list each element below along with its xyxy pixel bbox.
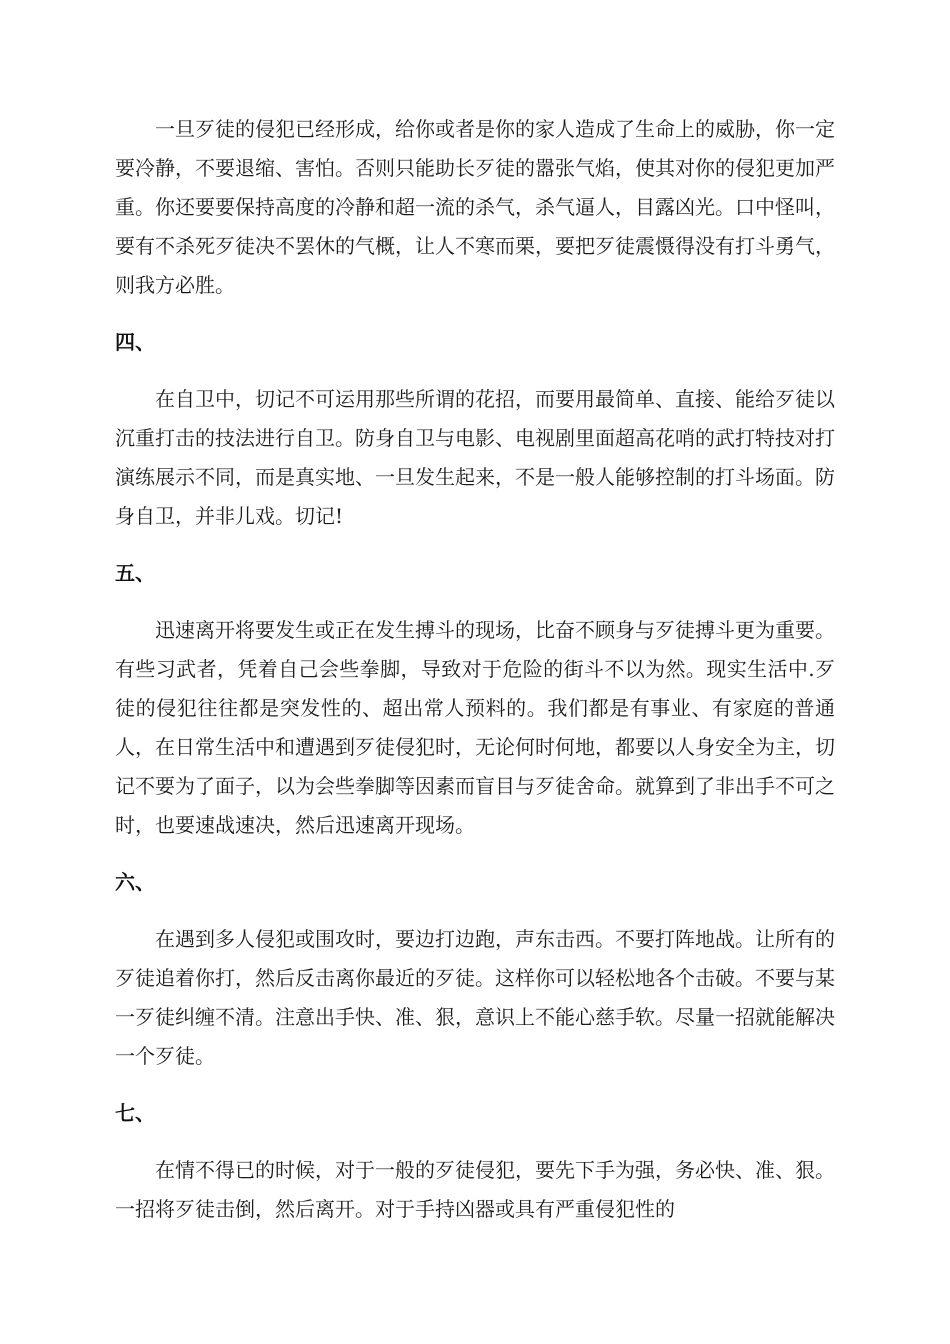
section-7: [115, 1094, 835, 1229]
section-4: [115, 323, 835, 536]
section-paragraph-7: 在情不得已的时候，对于一般的歹徒侵犯，要先下手为强，务必快、准、狠。一招将歹徒击倒，然后离开。对于手持凶器或具有严重侵犯性的: [115, 1158, 835, 1221]
section-heading-6: 六、: [115, 870, 155, 894]
section-5: [115, 554, 835, 845]
section-paragraph-6: 在遇到多人侵犯或围攻时，要边打边跑，声东击西。不要打阵地战。让所有的歹徒追着你打，然后反击离你最近的歹徒。这样你可以轻松地各个击破。不要与某一歹徒纠缠不清。注意出手快、准、狠，意识上不能心慈手软。尽量一招就能解决一个歹徒。: [115, 927, 835, 1068]
section-heading-5: 五、: [115, 561, 155, 585]
document-body: [115, 110, 835, 1247]
paragraph-intro: 一旦歹徒的侵犯已经形成，给你或者是你的家人造成了生命上的威胁，你一定要冷静，不要退缩、害怕。否则只能助长歹徒的嚣张气焰，使其对你的侵犯更加严重。你还要要保持高度的冷静和超一流的杀气，杀气逼人，目露凶光。口中怪叫，要有不杀死歹徒决不罢休的气概，让人不寒而栗，要把歹徒震慑得没有打斗勇气，则我方必胜。: [115, 117, 835, 297]
section-heading-4: 四、: [115, 330, 155, 354]
section-paragraph-4: 在自卫中，切记不可运用那些所谓的花招，而要用最简单、直接、能给歹徒以沉重打击的技法进行自卫。防身自卫与电影、电视剧里面超高花哨的武打特技对打演练展示不同，而是真实地、一旦发生起来，不是一般人能够控制的打斗场面。防身自卫，并非儿戏。切记!: [115, 387, 835, 528]
section-6: [115, 863, 835, 1076]
section-heading-7: 七、: [115, 1101, 155, 1125]
section-paragraph-5: 迅速离开将要发生或正在发生搏斗的现场，比奋不顾身与歹徒搏斗更为重要。有些习武者，凭着自己会些拳脚，导致对于危险的街斗不以为然。现实生活中.歹徒的侵犯往往都是突发性的、超出常人预料的。我们都是有事业、有家庭的普通人，在日常生活中和遭遇到歹徒侵犯时，无论何时何地，都要以人身安全为主，切记不要为了面子，以为会些拳脚等因素而盲目与歹徒舍命。就算到了非出手不可之时，也要速战速决，然后迅速离开现场。: [115, 618, 835, 837]
